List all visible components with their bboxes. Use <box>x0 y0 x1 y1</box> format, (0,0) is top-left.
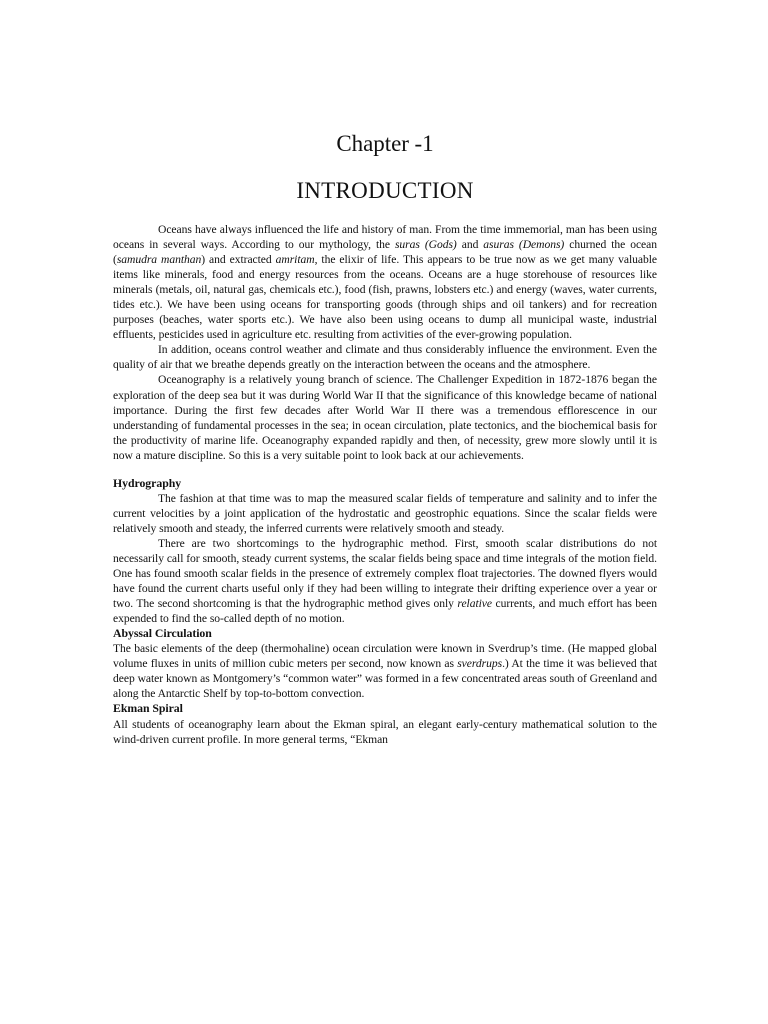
text-run: , the elixir of life. This appears to be true now as we get many valuable items like minerals, food and energy resources from the oceans. Oceans are a huge storehouse of resources like minerals (metals, oil, natural gas, chemicals etc.), food (fish, prawns, lobsters etc.) and energy (waves, water currents, tides etc.). We have been using oceans for transporting goods (through ships and oil tankers) and for recreation purposes (beaches, water sports etc.). We have also been using oceans to dump all municipal waste, industrial effluents, pesticides used in agriculture etc. resulting from activities of the ever-growing population. <box>113 253 658 342</box>
text-run: churned the ocean ( <box>113 238 657 267</box>
intro-paragraph-2: In addition, oceans control weather and climate and thus considerably influence the environment. Even the quality of air that we breathe depends greatly on the interaction between the oceans and the atmosphere. <box>113 343 657 372</box>
section-heading-ekman-spiral: Ekman Spiral <box>113 701 183 716</box>
text-run: ) and extracted <box>201 253 276 267</box>
text-run: currents, and much effort has been expended to find the so-called depth of no motion. <box>113 597 657 626</box>
text-run: and <box>456 238 484 252</box>
hydrography-paragraph-1: The fashion at that time was to map the measured scalar fields of temperature and salinity and to infer the current velocities by a joint application of the hydrostatic and geostrophic equations. Since the scalar fields were relatively smooth and steady, the inferred currents were relatively smooth and steady. <box>113 491 657 535</box>
italic-term-amritam: amritam <box>275 253 315 267</box>
section-heading-abyssal-circulation: Abyssal Circulation <box>113 626 212 641</box>
page-content <box>113 126 657 747</box>
section-heading-hydrography: Hydrography <box>113 475 182 490</box>
abyssal-paragraph <box>113 641 657 701</box>
chapter-label: Chapter -1 <box>336 131 434 156</box>
ekman-paragraph: All students of oceanography learn about the Ekman spiral, an elegant early-century mathematical solution to the wind-driven current profile. In more general terms, “Ekman <box>113 717 657 746</box>
intro-paragraph-1 <box>113 222 657 342</box>
hydrography-paragraph-2 <box>113 536 657 626</box>
text-run: .) At the time it was believed that deep water known as Montgomery’s “common water” was formed in a few concentrated areas south of Greenland and along the Antarctic Shelf by top-to-bottom convection. <box>113 657 658 701</box>
italic-term-sverdrups: sverdrups <box>457 657 503 671</box>
chapter-title: INTRODUCTION <box>296 178 474 203</box>
text-run: There are two shortcomings to the hydrographic method. First, smooth scalar distributions do not necessarily call for smooth, steady current systems, the scalar fields being space and time integrals of the motion field. One has found smooth scalar fields in the presence of extremely complex float trajectories. The downed flyers would have found the current charts useful only if they had been willing to integrate their drifting experience over a year or two. The second shortcoming is that the hydrographic method gives only <box>113 536 657 611</box>
text-run: Oceans have always influenced the life and history of man. From the time immemorial, man has been using oceans in several ways. According to our mythology, the <box>113 223 657 252</box>
italic-term-samudra-manthan: samudra manthan <box>116 253 202 267</box>
text-run: The basic elements of the deep (thermohaline) ocean circulation were known in Sverdrup’s time. (He mapped global volume fluxes in units of million cubic meters per second, now known as <box>113 642 657 671</box>
italic-term-relative: relative <box>457 597 492 611</box>
intro-paragraph-3: Oceanography is a relatively young branch of science. The Challenger Expedition in 1872-1876 began the exploration of the deep sea but it was during World War II that the significance of this knowledge became of national importance. During the first few decades after World War II there was a tremendous efflorescence in our understanding of fundamental processes in the sea; in ocean circulation, plate tectonics, and the biochemical basis for the productivity of marine life. Oceanography expanded rapidly and then, of necessity, grew more slowly until it is now a mature discipline. So this is a very suitable point to look back at our achievements. <box>113 373 657 462</box>
italic-term-asuras: asuras (Demons) <box>483 238 565 252</box>
italic-term-suras: suras (Gods) <box>394 238 457 252</box>
